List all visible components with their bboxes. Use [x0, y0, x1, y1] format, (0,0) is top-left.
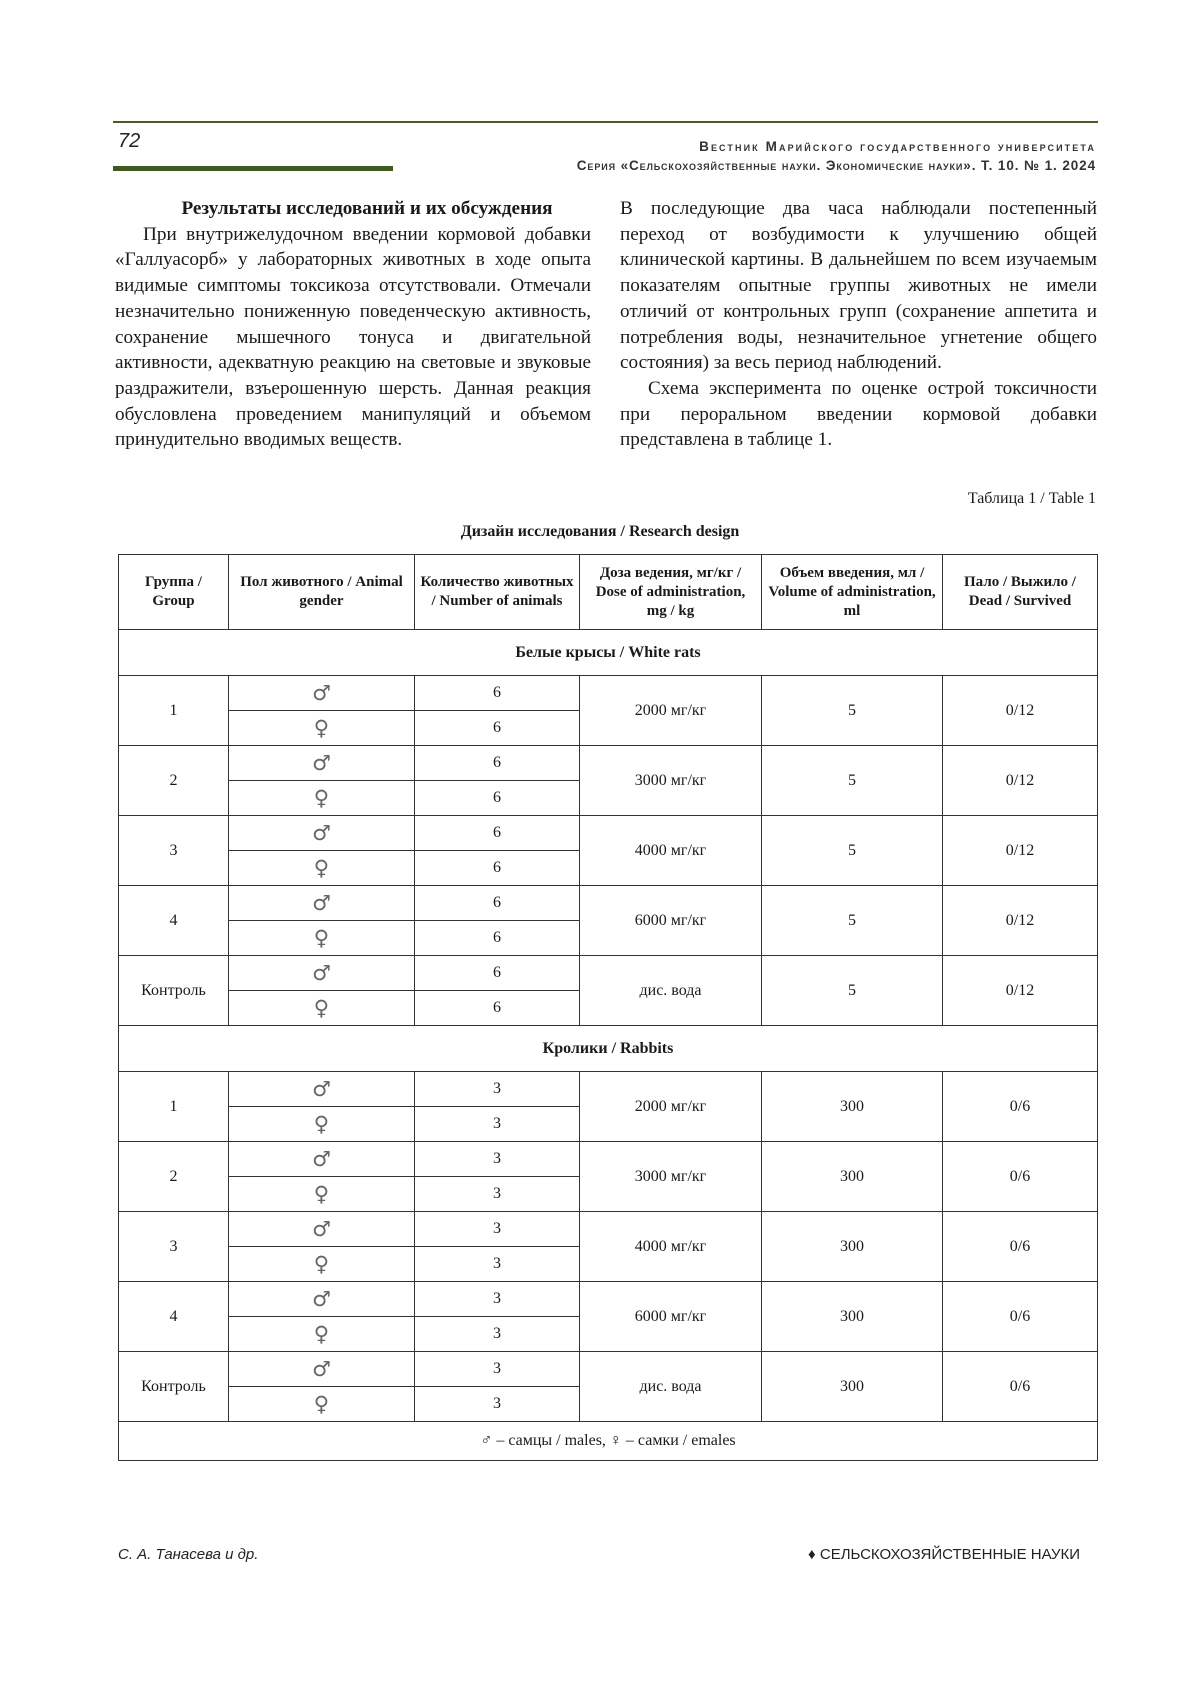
- group-cell: 3: [119, 1212, 229, 1282]
- female-count-cell: 3: [415, 1177, 580, 1212]
- female-count-cell: 3: [415, 1107, 580, 1142]
- outcome-cell: 0/6: [943, 1212, 1098, 1282]
- female-symbol-cell: ♀: [229, 1387, 415, 1422]
- journal-title: Вестник Марийского государственного университета: [699, 139, 1096, 154]
- table-section-row: [119, 1026, 1098, 1072]
- outcome-cell: 0/12: [943, 956, 1098, 1026]
- female-symbol-cell: ♀: [229, 991, 415, 1026]
- volume-cell: 300: [762, 1142, 943, 1212]
- body-paragraph: При внутрижелудочном введении кормовой добавки «Галлуасорб» у лабораторных животных в ходе опыта видимые симптомы токсикоза отсутствовали. Отмечали незначительно пониженную поведенческую активность, сохранение мышечного тонуса и двигательной активности, адекватную реакцию на световые и звуковые раздражители, взъерошенную шерсть. Данная реакция обусловлена проведением манипуляций и объемом принудительно вводимых веществ.: [115, 223, 591, 451]
- female-count-cell: 3: [415, 1317, 580, 1352]
- footer-section: ♦ СЕЛЬСКОХОЗЯЙСТВЕННЫЕ НАУКИ: [808, 1546, 1080, 1563]
- table-note: ♂ – самцы / males, ♀ – самки / emales: [119, 1422, 1098, 1461]
- section-title-cell: Кролики / Rabbits: [119, 1026, 1098, 1072]
- female-symbol-cell: ♀: [229, 921, 415, 956]
- table-label: Таблица 1 / Table 1: [967, 490, 1096, 507]
- journal-series: Серия «Сельскохозяйственные науки. Экономические науки». Т. 10. № 1. 2024: [576, 158, 1096, 173]
- page-number: 72: [118, 130, 141, 152]
- male-symbol-cell: ♂: [229, 1282, 415, 1317]
- female-count-cell: 6: [415, 991, 580, 1026]
- volume-cell: 5: [762, 886, 943, 956]
- table-row: [119, 1142, 1098, 1177]
- male-symbol-cell: ♂: [229, 676, 415, 711]
- table-row: [119, 886, 1098, 921]
- female-count-cell: 3: [415, 1247, 580, 1282]
- table-row: [119, 816, 1098, 851]
- table-row: [119, 1212, 1098, 1247]
- male-symbol-cell: ♂: [229, 1142, 415, 1177]
- group-cell: 1: [119, 1072, 229, 1142]
- volume-cell: 300: [762, 1212, 943, 1282]
- header-outcome: Пало / Выжило / Dead / Survived: [943, 555, 1098, 630]
- outcome-cell: 0/12: [943, 746, 1098, 816]
- female-count-cell: 6: [415, 921, 580, 956]
- header-volume: Объем введения, мл / Volume of administration, ml: [762, 555, 943, 630]
- male-count-cell: 6: [415, 816, 580, 851]
- male-symbol-cell: ♂: [229, 886, 415, 921]
- female-count-cell: 6: [415, 781, 580, 816]
- outcome-cell: 0/6: [943, 1282, 1098, 1352]
- outcome-cell: 0/6: [943, 1142, 1098, 1212]
- table-row: [119, 1352, 1098, 1387]
- group-cell: Контроль: [119, 1352, 229, 1422]
- male-count-cell: 3: [415, 1142, 580, 1177]
- body-paragraph: Схема эксперимента по оценке острой токсичности при пероральном введении кормовой добавки представлена в таблице 1.: [620, 377, 1097, 451]
- volume-cell: 5: [762, 816, 943, 886]
- header-accent-bar: [113, 166, 393, 171]
- dose-cell: дис. вода: [580, 956, 762, 1026]
- male-symbol-cell: ♂: [229, 956, 415, 991]
- female-symbol-cell: ♀: [229, 1247, 415, 1282]
- section-title: Результаты исследований и их обсуждения: [181, 198, 553, 219]
- volume-cell: 300: [762, 1072, 943, 1142]
- male-count-cell: 6: [415, 746, 580, 781]
- group-cell: 3: [119, 816, 229, 886]
- dose-cell: 4000 мг/кг: [580, 1212, 762, 1282]
- male-symbol-cell: ♂: [229, 1072, 415, 1107]
- section-title-cell: Белые крысы / White rats: [119, 630, 1098, 676]
- volume-cell: 300: [762, 1352, 943, 1422]
- table-title: Дизайн исследования / Research design: [460, 523, 740, 540]
- volume-cell: 5: [762, 746, 943, 816]
- female-symbol-cell: ♀: [229, 1177, 415, 1212]
- male-count-cell: 6: [415, 956, 580, 991]
- table-note-row: [119, 1422, 1098, 1461]
- male-count-cell: 3: [415, 1212, 580, 1247]
- dose-cell: 6000 мг/кг: [580, 886, 762, 956]
- female-symbol-cell: ♀: [229, 781, 415, 816]
- dose-cell: 3000 мг/кг: [580, 746, 762, 816]
- header-rule: [113, 121, 1098, 123]
- dose-cell: 6000 мг/кг: [580, 1282, 762, 1352]
- table-body: [119, 630, 1098, 1461]
- female-count-cell: 6: [415, 711, 580, 746]
- header-gender: Пол животного / Animal gender: [229, 555, 415, 630]
- outcome-cell: 0/6: [943, 1352, 1098, 1422]
- male-symbol-cell: ♂: [229, 746, 415, 781]
- outcome-cell: 0/12: [943, 816, 1098, 886]
- volume-cell: 5: [762, 956, 943, 1026]
- volume-cell: 300: [762, 1282, 943, 1352]
- male-symbol-cell: ♂: [229, 1212, 415, 1247]
- female-count-cell: 3: [415, 1387, 580, 1422]
- female-symbol-cell: ♀: [229, 1107, 415, 1142]
- table-row: [119, 1072, 1098, 1107]
- group-cell: 2: [119, 1142, 229, 1212]
- body-paragraph: В последующие два часа наблюдали постепенный переход от возбудимости к улучшению общей клинической картины. В дальнейшем по всем изучаемым показателям опытные группы животных не имели отличий от контрольных групп (сохранение аппетита и потребления воды, незначительное угнетение общего состояния) за весь период наблюдений.: [620, 198, 1097, 374]
- table-section-row: [119, 630, 1098, 676]
- female-symbol-cell: ♀: [229, 711, 415, 746]
- male-count-cell: 3: [415, 1282, 580, 1317]
- outcome-cell: 0/6: [943, 1072, 1098, 1142]
- female-count-cell: 6: [415, 851, 580, 886]
- table-header-row: [119, 555, 1098, 630]
- dose-cell: дис. вода: [580, 1352, 762, 1422]
- table-row: [119, 956, 1098, 991]
- header-count: Количество животных / Number of animals: [415, 555, 580, 630]
- male-symbol-cell: ♂: [229, 816, 415, 851]
- dose-cell: 2000 мг/кг: [580, 1072, 762, 1142]
- dose-cell: 3000 мг/кг: [580, 1142, 762, 1212]
- header-group: Группа / Group: [119, 555, 229, 630]
- female-symbol-cell: ♀: [229, 851, 415, 886]
- male-count-cell: 6: [415, 886, 580, 921]
- male-count-cell: 6: [415, 676, 580, 711]
- table-row: [119, 746, 1098, 781]
- group-cell: 4: [119, 886, 229, 956]
- dose-cell: 4000 мг/кг: [580, 816, 762, 886]
- volume-cell: 5: [762, 676, 943, 746]
- table-row: [119, 676, 1098, 711]
- table-row: [119, 1282, 1098, 1317]
- research-design-table: [118, 554, 1098, 1461]
- left-column: [115, 196, 591, 453]
- male-count-cell: 3: [415, 1352, 580, 1387]
- group-cell: 4: [119, 1282, 229, 1352]
- dose-cell: 2000 мг/кг: [580, 676, 762, 746]
- female-symbol-cell: ♀: [229, 1317, 415, 1352]
- header-dose: Доза ведения, мг/кг / Dose of administration, mg / kg: [580, 555, 762, 630]
- group-cell: Контроль: [119, 956, 229, 1026]
- outcome-cell: 0/12: [943, 676, 1098, 746]
- male-count-cell: 3: [415, 1072, 580, 1107]
- group-cell: 1: [119, 676, 229, 746]
- outcome-cell: 0/12: [943, 886, 1098, 956]
- footer-authors: С. А. Танасева и др.: [118, 1546, 259, 1563]
- group-cell: 2: [119, 746, 229, 816]
- right-column: [620, 196, 1097, 453]
- male-symbol-cell: ♂: [229, 1352, 415, 1387]
